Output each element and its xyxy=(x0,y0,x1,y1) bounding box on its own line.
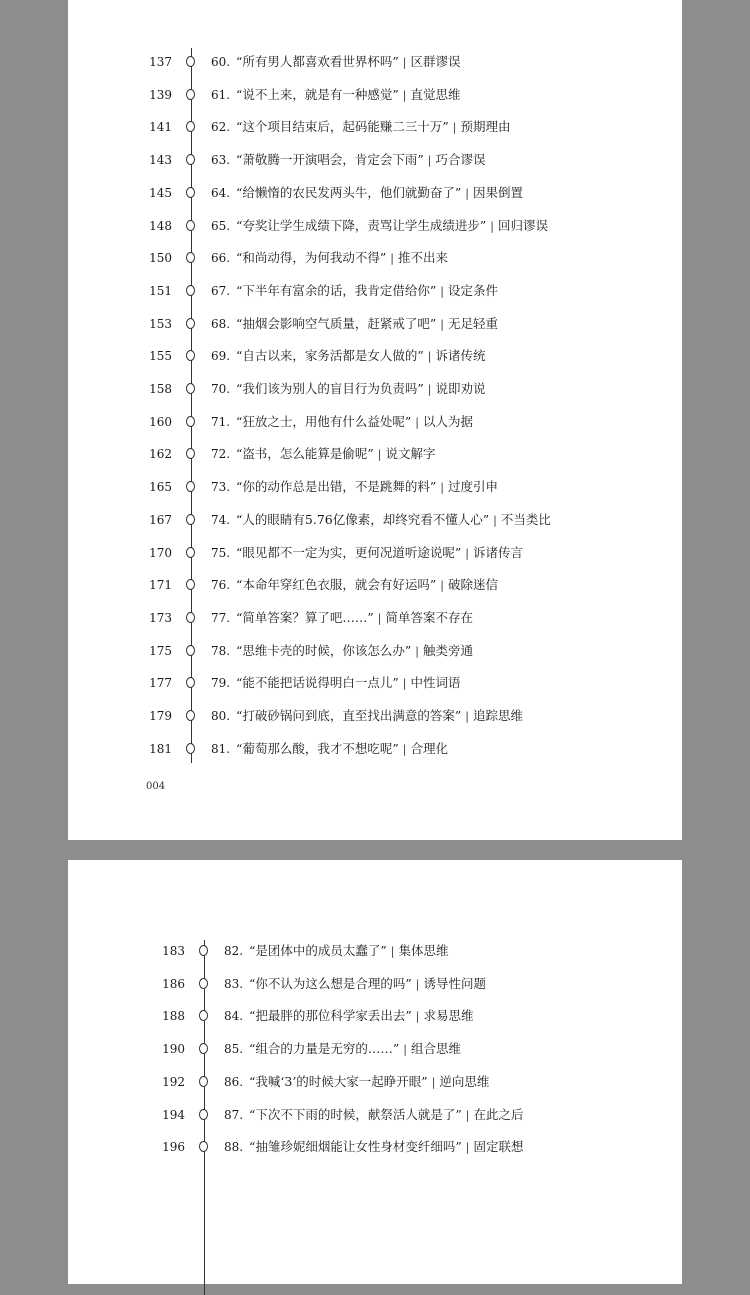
toc-entry-quote: “简单答案？算了吧……” xyxy=(236,609,374,625)
toc-entry-text xyxy=(236,641,473,662)
toc-entry[interactable] xyxy=(68,346,682,366)
toc-entry-quote: “自古以来，家务活都是女人做的” xyxy=(236,348,424,364)
toc-entry-text xyxy=(249,974,486,995)
toc-entry-quote: “下半年有富余的话，我肯定借给你” xyxy=(236,282,437,298)
timeline-marker-icon xyxy=(186,448,195,459)
toc-entry-topic: 集体思维 xyxy=(398,943,449,958)
toc-entry-quote: “你的动作总是出错，不是跳舞的料” xyxy=(236,479,437,495)
toc-entry-number: 81. xyxy=(211,741,231,756)
timeline-marker-icon xyxy=(186,154,195,165)
toc-entry[interactable] xyxy=(68,248,682,268)
timeline-marker-icon xyxy=(186,612,195,623)
separator-bar: | xyxy=(377,611,382,625)
toc-entry[interactable] xyxy=(68,974,682,994)
timeline-marker-icon xyxy=(186,547,195,558)
toc-entry-number: 68. xyxy=(211,316,231,331)
toc-entry-quote: “眼见都不一定为实，更何况道听途说呢” xyxy=(236,544,462,560)
toc-entry[interactable] xyxy=(68,216,682,236)
timeline-marker-icon xyxy=(199,1109,208,1120)
toc-page-number: 158 xyxy=(149,382,172,396)
toc-entry-quote: “组合的力量是无穷的……” xyxy=(249,1041,400,1057)
toc-entry[interactable] xyxy=(68,379,682,399)
toc-entry[interactable] xyxy=(68,150,682,170)
toc-entry-topic: 诉诸传统 xyxy=(435,348,486,364)
toc-entry-text xyxy=(236,608,473,629)
toc-entry-topic: 不当类比 xyxy=(500,511,551,527)
toc-entry-text xyxy=(236,85,461,106)
separator-bar: | xyxy=(402,56,407,69)
separator-bar: | xyxy=(465,546,470,560)
separator-bar: | xyxy=(415,1010,420,1024)
toc-entry[interactable] xyxy=(68,543,682,563)
separator-bar: | xyxy=(465,710,470,723)
toc-entry-topic: 说文解字 xyxy=(385,446,436,462)
separator-bar: | xyxy=(440,317,445,331)
timeline-marker-icon xyxy=(186,710,195,721)
toc-entry-text xyxy=(236,248,448,269)
toc-entry-number: 85. xyxy=(224,1042,244,1057)
toc-page-number: 151 xyxy=(149,283,172,298)
toc-entry-number: 82. xyxy=(224,944,244,958)
timeline-marker-icon xyxy=(186,285,195,296)
toc-entry-number: 76. xyxy=(211,578,231,593)
timeline-marker-icon xyxy=(199,978,208,989)
separator-bar: | xyxy=(377,448,382,462)
toc-entry-number: 69. xyxy=(211,349,231,364)
toc-entry-quote: “给懒惰的农民发两头牛，他们就勤奋了” xyxy=(236,184,462,200)
toc-entry-number: 60. xyxy=(211,55,231,69)
toc-page-lower xyxy=(68,860,682,1284)
toc-page-number: 171 xyxy=(149,578,172,593)
toc-entry[interactable] xyxy=(68,183,682,203)
toc-entry-text xyxy=(249,1039,461,1060)
toc-entry-quote: “是团体中的成员太蠢了” xyxy=(249,943,387,958)
toc-page-number: 150 xyxy=(149,251,172,266)
toc-entry-topic: 设定条件 xyxy=(448,282,499,298)
toc-entry-text xyxy=(236,216,548,237)
separator-bar: | xyxy=(415,644,420,658)
toc-page-number: 186 xyxy=(162,976,185,991)
toc-entry-text xyxy=(236,444,436,465)
timeline-marker-icon xyxy=(199,1043,208,1054)
toc-entry-text xyxy=(249,1105,524,1126)
toc-entry-text xyxy=(249,941,449,962)
timeline-marker-icon xyxy=(186,318,195,329)
toc-entry-text xyxy=(236,379,486,400)
toc-entry-quote: “下次不下雨的时候，献祭活人就是了” xyxy=(249,1106,462,1122)
toc-entry-topic: 直觉思维 xyxy=(410,86,461,102)
toc-entry-text xyxy=(236,575,498,596)
toc-entry-text xyxy=(236,706,523,727)
toc-entry-topic: 回归谬误 xyxy=(498,217,549,233)
toc-entry-topic: 因果倒置 xyxy=(473,184,524,200)
toc-page-number: 194 xyxy=(162,1107,185,1122)
timeline-marker-icon xyxy=(186,677,195,688)
toc-entry-text xyxy=(236,477,498,498)
toc-page-number: 183 xyxy=(162,944,185,958)
timeline-marker-icon xyxy=(186,89,195,100)
toc-entry-number: 86. xyxy=(224,1074,244,1089)
toc-entry-quote: “狂放之士，用他有什么益处呢” xyxy=(236,413,412,429)
toc-entry-text xyxy=(236,346,486,367)
toc-entry[interactable] xyxy=(68,1137,682,1157)
toc-entry-number: 79. xyxy=(211,676,231,691)
timeline-marker-icon xyxy=(199,1076,208,1087)
toc-entry[interactable] xyxy=(68,1039,682,1059)
toc-entry[interactable] xyxy=(68,314,682,334)
separator-bar: | xyxy=(431,1075,436,1089)
separator-bar: | xyxy=(465,186,470,200)
toc-entry-number: 80. xyxy=(211,709,231,723)
timeline-marker-icon xyxy=(199,1010,208,1021)
toc-entry-quote: “把最胖的那位科学家丢出去” xyxy=(249,1008,412,1024)
toc-entry-topic: 破除迷信 xyxy=(448,577,499,593)
toc-page-number: 141 xyxy=(149,120,172,135)
toc-entry[interactable] xyxy=(68,52,682,72)
toc-entry-topic: 组合思维 xyxy=(411,1041,462,1057)
toc-page-number: 162 xyxy=(149,447,172,462)
toc-entry-number: 61. xyxy=(211,87,231,102)
toc-entry[interactable] xyxy=(68,412,682,432)
toc-entry-number: 84. xyxy=(224,1009,244,1024)
toc-entry-number: 73. xyxy=(211,480,231,495)
timeline-marker-icon xyxy=(186,220,195,231)
toc-entry-topic: 推不出来 xyxy=(398,250,449,266)
separator-bar: | xyxy=(465,1108,470,1122)
toc-entry-topic: 固定联想 xyxy=(473,1139,524,1155)
timeline-marker-icon xyxy=(186,252,195,263)
toc-entry-quote: “萧敬腾一开演唱会，肯定会下雨” xyxy=(236,152,424,168)
toc-page-number: 167 xyxy=(149,512,172,527)
toc-page-number: 153 xyxy=(149,316,172,331)
toc-entry-topic: 过度引申 xyxy=(448,479,499,495)
separator-bar: | xyxy=(390,252,395,266)
toc-entry-quote: “思维卡壳的时候，你该怎么办” xyxy=(236,642,412,658)
timeline-marker-icon xyxy=(199,1141,208,1152)
toc-entry-text xyxy=(236,543,523,564)
toc-page-number: 173 xyxy=(149,610,172,625)
timeline-marker-icon xyxy=(186,350,195,361)
timeline-marker-icon xyxy=(186,645,195,656)
toc-entry-topic: 以人为据 xyxy=(423,413,474,429)
separator-bar: | xyxy=(402,742,407,756)
toc-entry-number: 83. xyxy=(224,976,244,991)
toc-entry[interactable] xyxy=(68,739,682,759)
toc-page-number: 139 xyxy=(149,87,172,102)
toc-page-number: 165 xyxy=(149,480,172,495)
toc-entry-quote: “所有男人都喜欢看世界杯吗” xyxy=(236,54,399,69)
toc-entry[interactable] xyxy=(68,941,682,961)
toc-entry-number: 66. xyxy=(211,251,231,266)
timeline-marker-icon xyxy=(186,56,195,67)
separator-bar: | xyxy=(415,415,420,429)
toc-entry[interactable] xyxy=(68,673,682,693)
toc-entry-number: 63. xyxy=(211,153,231,168)
toc-entry-text xyxy=(236,412,473,433)
toc-entry-number: 71. xyxy=(211,414,231,429)
toc-page-number: 196 xyxy=(162,1140,185,1155)
separator-bar: | xyxy=(390,945,395,958)
toc-entry-topic: 触类旁通 xyxy=(423,642,474,658)
separator-bar: | xyxy=(452,121,457,135)
toc-page-upper xyxy=(68,0,682,840)
separator-bar: | xyxy=(415,977,420,991)
separator-bar: | xyxy=(402,677,407,691)
toc-entry[interactable] xyxy=(68,1072,682,1092)
separator-bar: | xyxy=(493,513,497,527)
separator-bar: | xyxy=(427,350,432,364)
toc-entry-quote: “本命年穿红色衣服，就会有好运吗” xyxy=(236,577,437,593)
toc-entry-quote: “打破砂锅问到底，直至找出满意的答案” xyxy=(236,708,462,723)
toc-entry-number: 62. xyxy=(211,120,231,135)
toc-entry-topic: 预期理由 xyxy=(460,119,511,135)
timeline-marker-icon xyxy=(186,514,195,525)
separator-bar: | xyxy=(427,154,432,168)
toc-entry-text xyxy=(236,510,551,531)
separator-bar: | xyxy=(403,1043,407,1057)
toc-entry-number: 78. xyxy=(211,643,231,658)
toc-entry-number: 65. xyxy=(211,218,231,233)
toc-entry-topic: 巧合谬误 xyxy=(435,152,486,168)
separator-bar: | xyxy=(440,284,445,298)
toc-entry[interactable] xyxy=(68,608,682,628)
toc-page-number: 145 xyxy=(149,185,172,200)
timeline-marker-icon xyxy=(199,945,208,956)
toc-entry-topic: 追踪思维 xyxy=(473,708,524,723)
timeline-marker-icon xyxy=(186,416,195,427)
toc-entry[interactable] xyxy=(68,706,682,726)
toc-entry[interactable] xyxy=(68,1006,682,1026)
toc-entry-number: 74. xyxy=(211,512,231,527)
toc-entry[interactable] xyxy=(68,281,682,301)
toc-entry-text xyxy=(236,183,523,204)
toc-page-number: 137 xyxy=(149,55,172,69)
timeline-marker-icon xyxy=(186,187,195,198)
separator-bar: | xyxy=(490,219,495,233)
toc-entry-text xyxy=(249,1072,489,1093)
toc-entry[interactable] xyxy=(68,117,682,137)
toc-entry[interactable] xyxy=(68,641,682,661)
toc-entry-text xyxy=(236,117,511,138)
toc-page-number: 175 xyxy=(149,643,172,658)
toc-entry-text xyxy=(249,1006,474,1027)
toc-entry[interactable] xyxy=(68,1105,682,1125)
toc-page-number: 179 xyxy=(149,709,172,723)
toc-entry-quote: “你不认为这么想是合理的吗” xyxy=(249,975,412,991)
toc-entry-quote: “说不上来，就是有一种感觉” xyxy=(236,86,399,102)
toc-entry-quote: “和尚动得，为何我动不得” xyxy=(236,250,387,266)
toc-entry-quote: “抽雏珍妮细烟能让女性身材变纤细吗” xyxy=(249,1139,462,1155)
toc-entry-number: 75. xyxy=(211,545,231,560)
toc-page-number: 148 xyxy=(149,218,172,233)
toc-entry-text xyxy=(236,673,461,694)
toc-entry-topic: 在此之后 xyxy=(473,1106,524,1122)
toc-page-number: 155 xyxy=(149,349,172,364)
toc-entry[interactable] xyxy=(68,575,682,595)
timeline-marker-icon xyxy=(186,579,195,590)
separator-bar: | xyxy=(440,481,445,495)
timeline-marker-icon xyxy=(186,481,195,492)
toc-page-number: 181 xyxy=(149,741,172,756)
toc-entry-topic: 诉诸传言 xyxy=(473,544,524,560)
toc-page-number: 190 xyxy=(162,1042,185,1057)
toc-page-number: 192 xyxy=(162,1074,185,1089)
toc-entry-number: 77. xyxy=(211,610,231,625)
page-folio: 004 xyxy=(146,781,166,792)
toc-entry-quote: “盗书，怎么能算是偷呢” xyxy=(236,446,374,462)
toc-entry-quote: “夸奖让学生成绩下降，责骂让学生成绩进步” xyxy=(236,217,487,233)
toc-entry-number: 70. xyxy=(211,382,231,396)
toc-entry-topic: 求易思维 xyxy=(423,1008,474,1024)
toc-entry-number: 67. xyxy=(211,283,231,298)
separator-bar: | xyxy=(402,88,407,102)
toc-entry-topic: 逆向思维 xyxy=(439,1073,490,1089)
toc-page-number: 188 xyxy=(162,1009,185,1024)
toc-entry-number: 88. xyxy=(224,1140,244,1155)
toc-entry-text xyxy=(236,150,486,171)
toc-page-number: 143 xyxy=(149,153,172,168)
toc-entry-quote: “葡萄那么酸，我才不想吃呢” xyxy=(236,740,399,756)
toc-entry-topic: 简单答案不存在 xyxy=(385,609,474,625)
toc-entry-topic: 说即劝说 xyxy=(435,381,486,396)
separator-bar: | xyxy=(427,383,432,396)
toc-entry-text xyxy=(236,739,448,760)
toc-entry-number: 87. xyxy=(224,1107,244,1122)
toc-entry-topic: 中性词语 xyxy=(410,675,461,691)
toc-entry-quote: “我喊‘3’的时候大家一起睁开眼” xyxy=(249,1073,428,1089)
toc-entry-quote: “我们该为别人的盲目行为负责吗” xyxy=(236,381,424,396)
toc-entry-text xyxy=(249,1137,524,1158)
toc-entry[interactable] xyxy=(68,510,682,530)
timeline-marker-icon xyxy=(186,121,195,132)
toc-page-number: 160 xyxy=(149,414,172,429)
toc-entry-topic: 区群谬误 xyxy=(410,54,461,69)
toc-entry-topic: 诱导性问题 xyxy=(423,975,487,991)
toc-entry-quote: “抽烟会影响空气质量，赶紧戒了吧” xyxy=(236,315,437,331)
toc-entry-topic: 合理化 xyxy=(410,740,449,756)
toc-entry-number: 64. xyxy=(211,185,231,200)
toc-entry-text xyxy=(236,281,498,302)
separator-bar: | xyxy=(465,1141,470,1155)
toc-entry-quote: “人的眼睛有5.76亿像素，却终究看不懂人心” xyxy=(236,511,490,527)
toc-entry-quote: “这个项目结束后，起码能赚二三十万” xyxy=(236,119,449,135)
separator-bar: | xyxy=(440,579,445,593)
toc-entry[interactable] xyxy=(68,444,682,464)
toc-entry-text xyxy=(236,52,461,73)
toc-entry[interactable] xyxy=(68,85,682,105)
toc-entry-text xyxy=(236,314,498,335)
toc-page-number: 170 xyxy=(149,545,172,560)
timeline-marker-icon xyxy=(186,743,195,754)
toc-entry[interactable] xyxy=(68,477,682,497)
timeline-marker-icon xyxy=(186,383,195,394)
toc-entry-topic: 无足轻重 xyxy=(448,315,499,331)
toc-page-number: 177 xyxy=(149,676,172,691)
toc-entry-number: 72. xyxy=(211,447,231,462)
toc-entry-quote: “能不能把话说得明白一点儿” xyxy=(236,675,399,691)
